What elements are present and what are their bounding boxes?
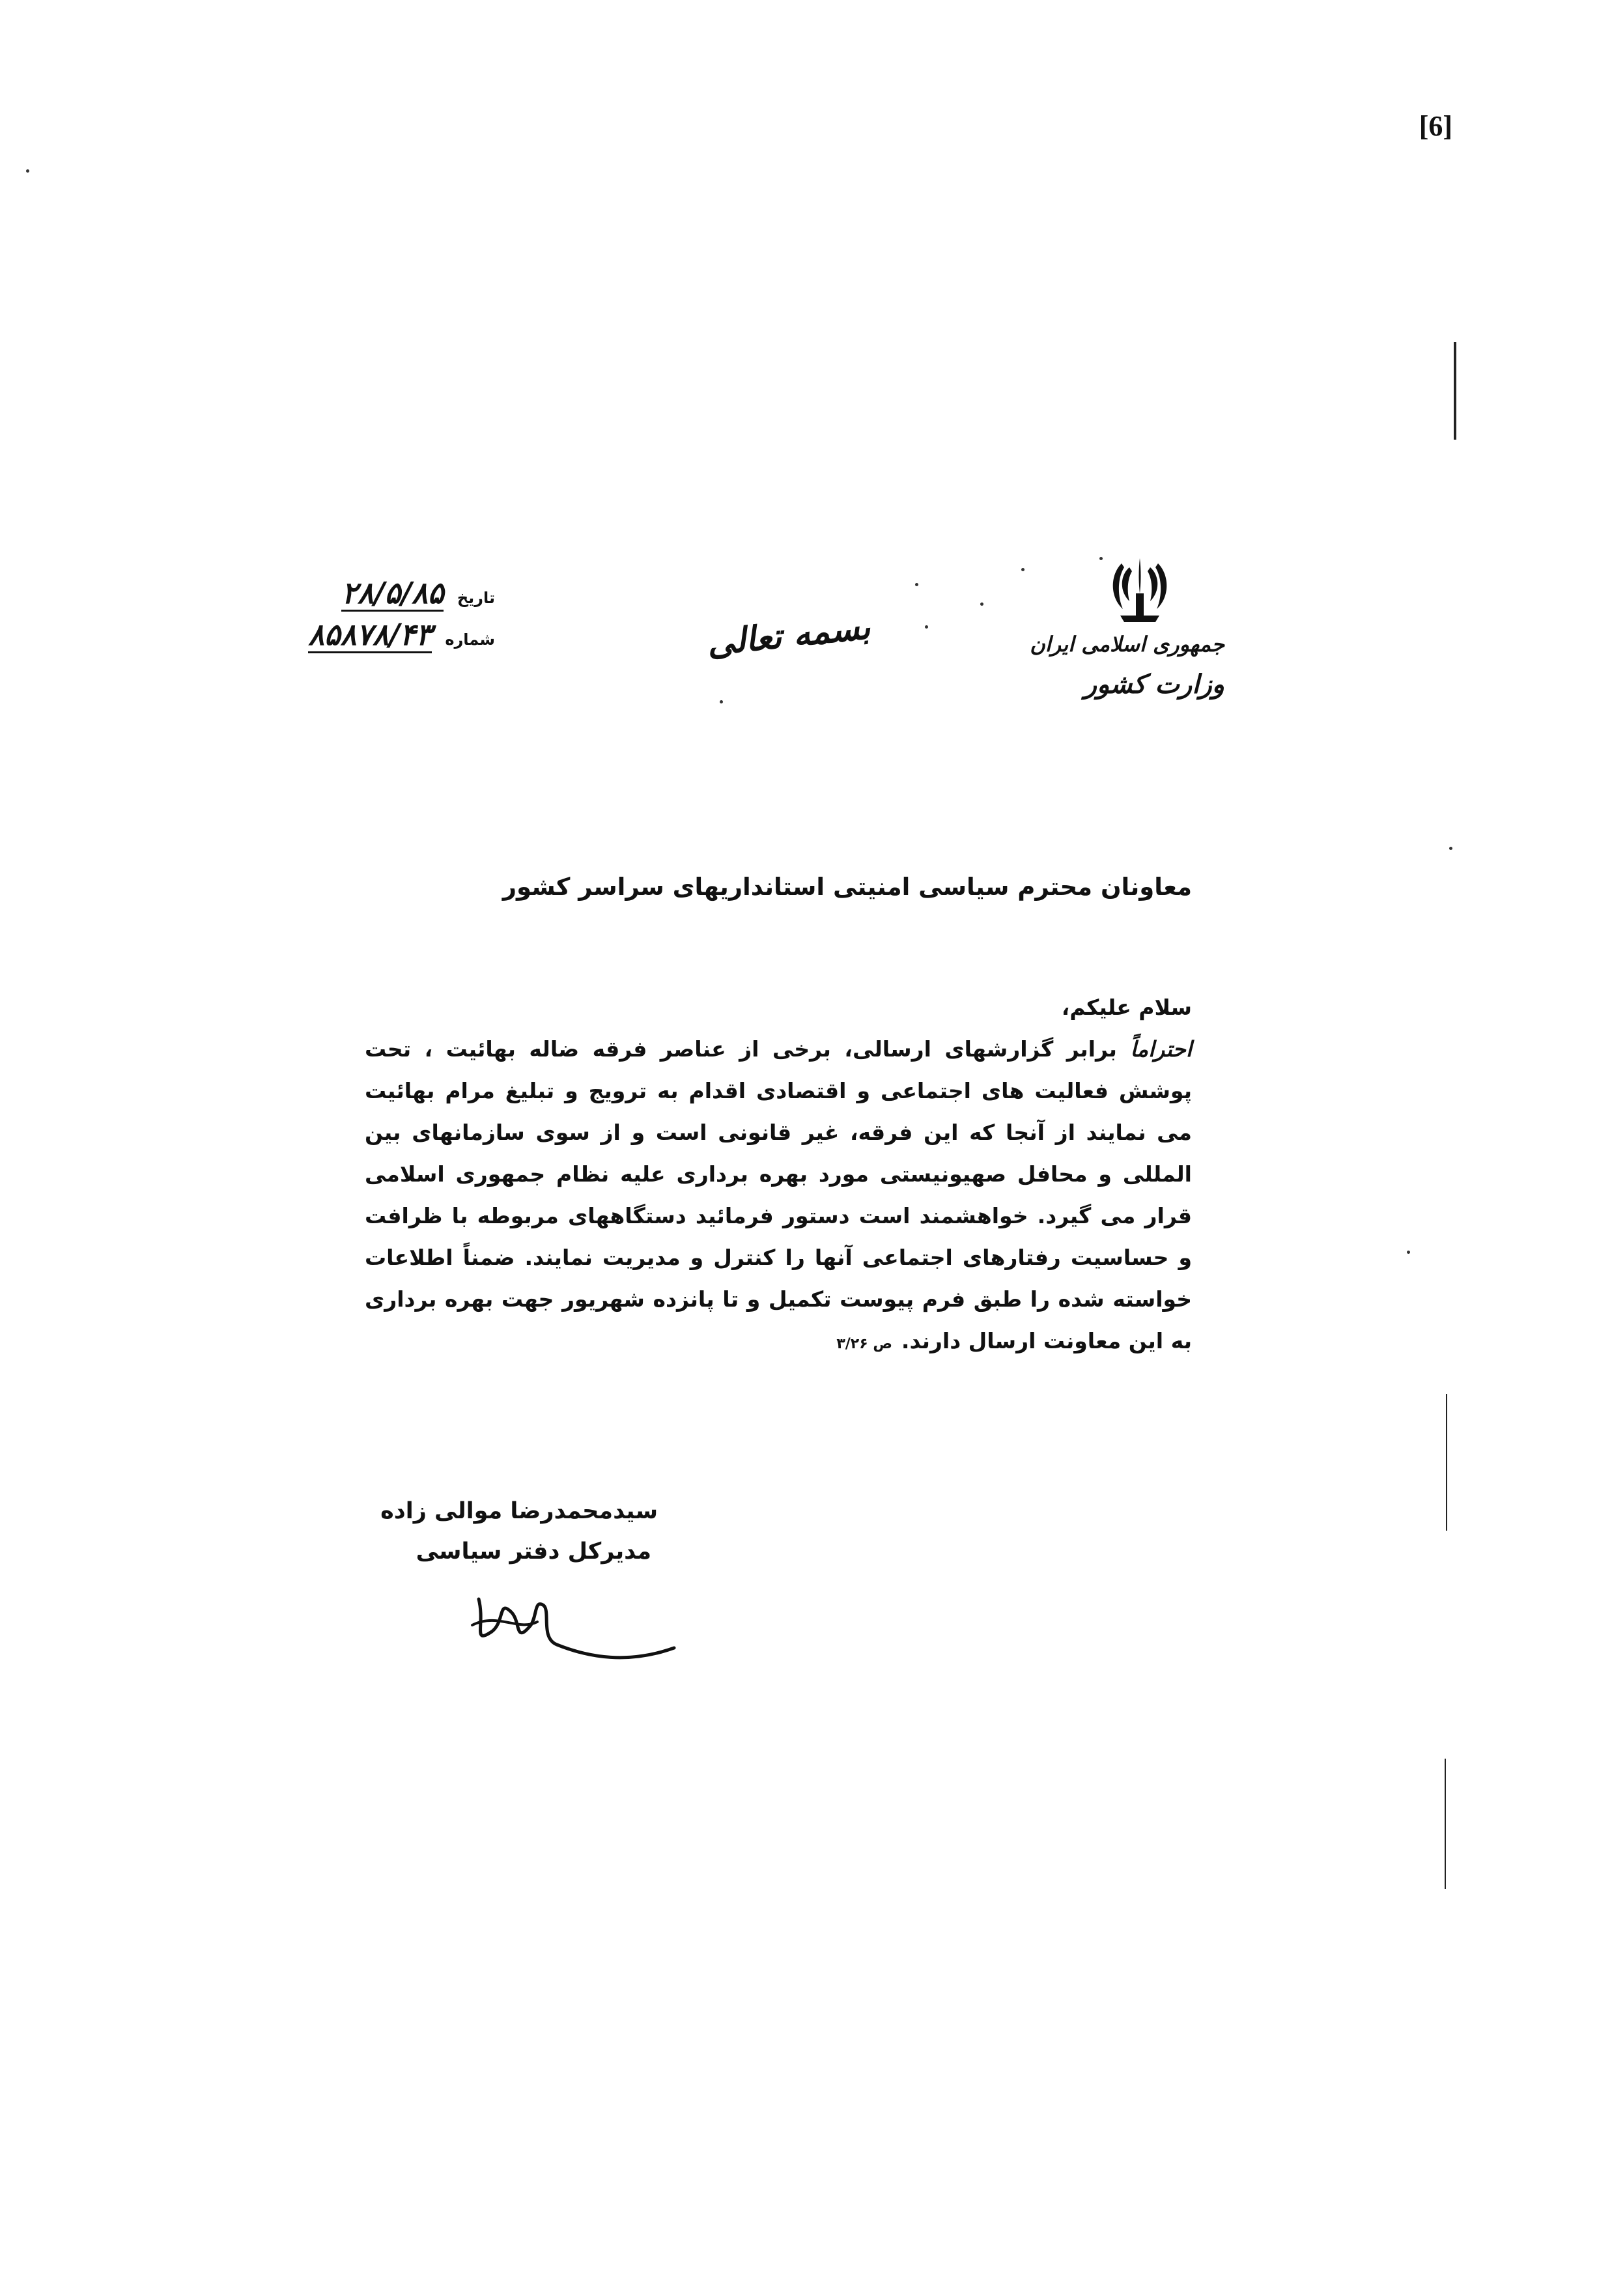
reference-block xyxy=(247,576,495,668)
number-row xyxy=(308,618,495,653)
body-paragraph-text: برابر گزارشهای ارسالی، برخی از عناصر فرقه ضاله بهائیت ، تحت پوشش فعالیت های اجتماعی و اقتصادی اقدام به ترویج و تبلیغ مرام بهائیت می نمایند از آنجا که این فرقه، غیر قانونی است و از سوی سازمانهای بین المللی و محافل صهیونیستی مورد بهره برداری علیه نظام جمهوری اسلامی قرار می گیرد. خواهشمند است دستور فرمائید دستگاههای مربوطه با ظرافت و حساسیت رفتارهای اجتماعی آنها را کنترل و مدیریت نمایند. ضمناً اطلاعات خواسته شده را طبق فرم پیوست تکمیل و تا پانزده شهریور جهت بهره برداری به این معاونت ارسال دارند. xyxy=(365,1036,1192,1354)
opening-word: احتراماً xyxy=(1130,1036,1192,1062)
page-number: [6] xyxy=(1419,110,1452,142)
scan-speck xyxy=(980,602,983,606)
signatory-title: مدیرکل دفتر سیاسی xyxy=(416,1538,651,1565)
date-value: ۲۸/۵/۸۵ xyxy=(341,575,444,610)
scan-speck xyxy=(720,700,723,703)
number-value: ۸۵۸۷۸/۴۳ xyxy=(308,617,432,652)
letter-body xyxy=(365,987,1192,1365)
scan-margin-mark xyxy=(1445,1759,1446,1889)
body-paragraph xyxy=(365,1028,1192,1365)
number-label: شماره xyxy=(445,631,495,649)
scan-margin-mark xyxy=(1446,1394,1447,1531)
scan-speck xyxy=(1407,1251,1410,1254)
tail-note: ص ۳/۲۶ xyxy=(836,1336,892,1352)
letterhead-ministry: وزارت کشور xyxy=(1084,669,1224,700)
scan-speck xyxy=(915,583,918,586)
iran-emblem-icon xyxy=(1101,550,1179,629)
scan-speck xyxy=(1021,568,1025,571)
handwritten-signature xyxy=(459,1586,687,1690)
scan-margin-mark xyxy=(1454,342,1456,440)
scan-speck xyxy=(1099,557,1103,560)
greeting: سلام علیکم، xyxy=(1061,995,1192,1020)
letterhead-country: جمهوری اسلامی ایران xyxy=(1030,632,1224,657)
basmala-heading: بسمه تعالی xyxy=(705,607,872,664)
addressee-line: معاونان محترم سیاسی امنیتی استانداریهای سراسر کشور xyxy=(502,873,1192,901)
date-row xyxy=(341,576,495,612)
signatory-name: سیدمحمدرضا موالی زاده xyxy=(380,1498,658,1524)
scan-speck xyxy=(1449,847,1452,850)
scan-speck xyxy=(26,169,29,173)
letterhead xyxy=(1030,550,1251,720)
date-label: تاریخ xyxy=(457,589,495,607)
scan-speck xyxy=(925,625,928,629)
